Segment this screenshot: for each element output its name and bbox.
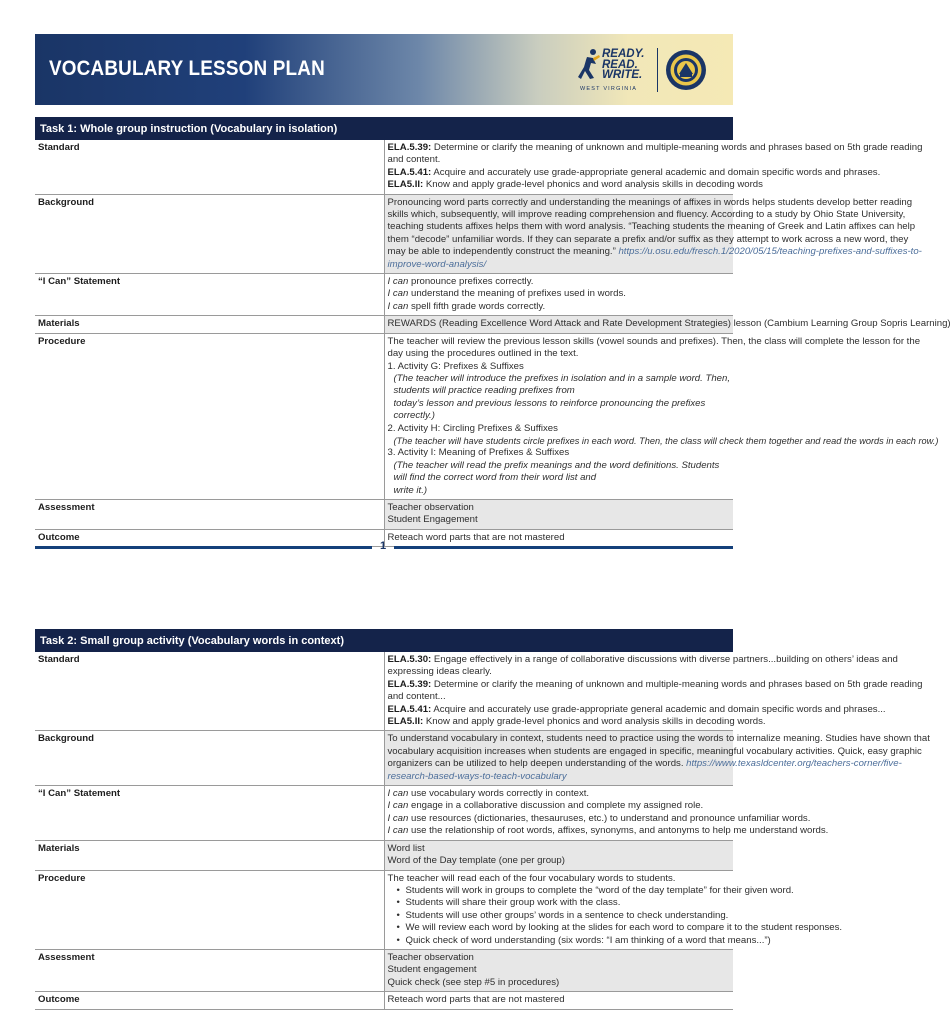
row-label: Outcome [35,992,384,1009]
task2-table [35,629,930,1010]
task2-row-standard [35,652,733,731]
list-item: • Students will use other groups’ words in a sentence to check understanding. [396,909,729,921]
task1-row-background [35,194,733,273]
department-seal-icon [665,49,707,91]
logo-line-ready: READY. [602,48,645,60]
logo-divider [657,48,658,92]
task2-row-background [35,731,733,786]
page-title: VOCABULARY LESSON PLAN [49,57,325,80]
task1-title: Task 1: Whole group instruction (Vocabulary in isolation) [35,117,733,140]
list-item: • Students will share their group work with the class. [396,897,621,909]
task2-row-ican [35,786,733,841]
procedure-content: The teacher will read each of the four vocabulary words to students. • Students will work in groups to complete the “word of the day template” for their given word. • Students will share their group work with the class. • Students will use other groups’ words in a sentence to check understanding. • We will review each word by looking at the slides for each word to compare it to the student responses. • Quick check of word understanding (six words: “I am thinking of a word that means...”) [384,870,733,949]
materials-content: REWARDS (Reading Excellence Word Attack and Rate Development Strategies) lesson (Cambium Learning Group Sopris Learning) [384,316,733,333]
task2-row-procedure [35,870,733,949]
task1-row-ican [35,274,733,316]
list-item: • We will review each word by looking at the slides for each word to compare it to the student responses. [396,922,843,934]
task1-row-standard [35,140,733,194]
procedure-content: The teacher will review the previous lesson skills (vowel sounds and prefixes). Then, the class will complete the lesson for the day using the procedures outlined in the text. 1. Activity G: Prefixes & Suffixes (The teacher will introduce the prefixes in isolation and in a sample word. Then, students will practice reading prefixes from today’s lesson and previous lessons to reinforce pronouncing the prefixes correctly.) 2. Activity H: Circling Prefixes & Suffixes (The teacher will have students circle prefixes in each word. Then, the class will check them together and read the words in each row.) 3. Activity I: Meaning of Prefixes & Suffixes (The teacher will read the prefix meanings and the word definitions. Students will find the correct word from their word list and write it.) [384,333,733,499]
row-label: Assessment [35,499,384,529]
assessment-content: Teacher observation Student engagement Quick check (see step #5 in procedures) [384,949,733,991]
task2-title: Task 2: Small group activity (Vocabulary words in context) [35,629,733,652]
row-label: Procedure [35,333,384,499]
page-rule-right [394,546,733,549]
texasld-reference-link[interactable]: https://www.texasldcenter.org/teachers-corner/five- [686,758,902,770]
outcome-content: Reteach word parts that are not mastered [384,529,733,546]
row-label: “I Can” Statement [35,786,384,841]
row-label: Background [35,731,384,786]
row-label: Procedure [35,870,384,949]
row-label: Outcome [35,529,384,546]
row-label: Standard [35,652,384,731]
row-label: Materials [35,840,384,870]
task1-row-procedure [35,333,733,499]
task2-row-outcome [35,992,733,1009]
logo-subtitle: WEST VIRGINIA [580,86,638,92]
row-label: Background [35,194,384,273]
list-item: • Students will work in groups to complete the “word of the day template” for their given word. [396,884,794,896]
list-item: • Quick check of word understanding (six words: “I am thinking of a word that means...”) [396,934,771,946]
task2-row-materials [35,840,733,870]
standard-content: ELA.5.30: Engage effectively in a range of collaborative discussions with diverse partners...building on others’ ideas and expressing ideas clearly. ELA.5.39: Determine or clarify the meaning of unknown and multiple-meaning words and phrases based on 5th grade reading and content... ELA.5.41: Acquire and accurately use grade-appropriate general academic and domain specific words and phrases... ELA5.II: Know and apply grade-level phonics and word analysis skills in decoding words. [384,652,733,731]
osu-reference-link[interactable]: https://u.osu.edu/fresch.1/2020/05/15/teaching-prefixes-and-suffixes-to- [618,246,922,258]
outcome-content: Reteach word parts that are not mastered [384,992,733,1009]
ready-read-write-logo [578,46,658,94]
page-rule-left [35,546,372,549]
task2-row-assessment [35,949,733,991]
standard-content: ELA.5.39: Determine or clarify the meaning of unknown and multiple-meaning words and phrases based on 5th grade reading and content. ELA.5.41: Acquire and accurately use grade-appropriate general academic and domain specific words and phrases. ELA5.II: Know and apply grade-level phonics and word analysis skills in decoding words [384,140,733,194]
ican-content: I can pronounce prefixes correctly. I can understand the meaning of prefixes used in words. I can spell fifth grade words correctly. [384,274,733,316]
texasld-reference-link-cont[interactable]: research-based-ways-to-teach-vocabulary [387,770,567,782]
task1-row-materials [35,316,733,333]
osu-reference-link-cont[interactable]: improve-word-analysis/ [387,258,487,270]
logo-line-read: READ. [602,58,638,71]
materials-content: Word list Word of the Day template (one per group) [384,840,733,870]
row-label: Assessment [35,949,384,991]
runner-icon [578,48,600,82]
row-label: Materials [35,316,384,333]
page-number: 1 [379,540,387,552]
assessment-content: Teacher observation Student Engagement [384,499,733,529]
row-label: “I Can” Statement [35,274,384,316]
page-header [35,34,733,105]
row-label: Standard [35,140,384,194]
task1-row-assessment [35,499,733,529]
background-content: Pronouncing word parts correctly and understanding the meanings of affixes in words helps students develop better reading skills which, subsequently, will improve reading comprehension and fluency. According to a study by Ohio State University, teaching students affixes helps them with word analysis. “Teaching students the meaning of Greek and Latin affixes can help them “decode” unfamiliar words. If they can separate a prefix and/or suffix as they attempt to work across a new word, they may be able to independently construct the meaning.” https://u.osu.edu/fresch.1/2020/05/15/teaching-prefixes-and-suffixes-to- improve-word-analysis/ [384,194,733,273]
logo-line-write: WRITE. [602,69,643,81]
background-content: To understand vocabulary in context, students need to practice using the words to internalize meaning. Studies have shown that vocabulary acquisition increases when students are engaged in specific, meaningful vocabulary activities. Quick, easy graphic organizers can be utilized to help deepen understanding of the words. https://www.texasldcenter.org/teachers-corner/five- research-based-ways-to-teach-vocabulary [384,731,733,786]
ican-content: I can use vocabulary words correctly in context. I can engage in a collaborative discussion and complete my assigned role. I can use resources (dictionaries, thesauruses, etc.) to understand and pronounce unfamiliar words. I can use the relationship of root words, affixes, synonyms, and antonyms to help me understand words. [384,786,733,841]
task1-table [35,117,951,547]
